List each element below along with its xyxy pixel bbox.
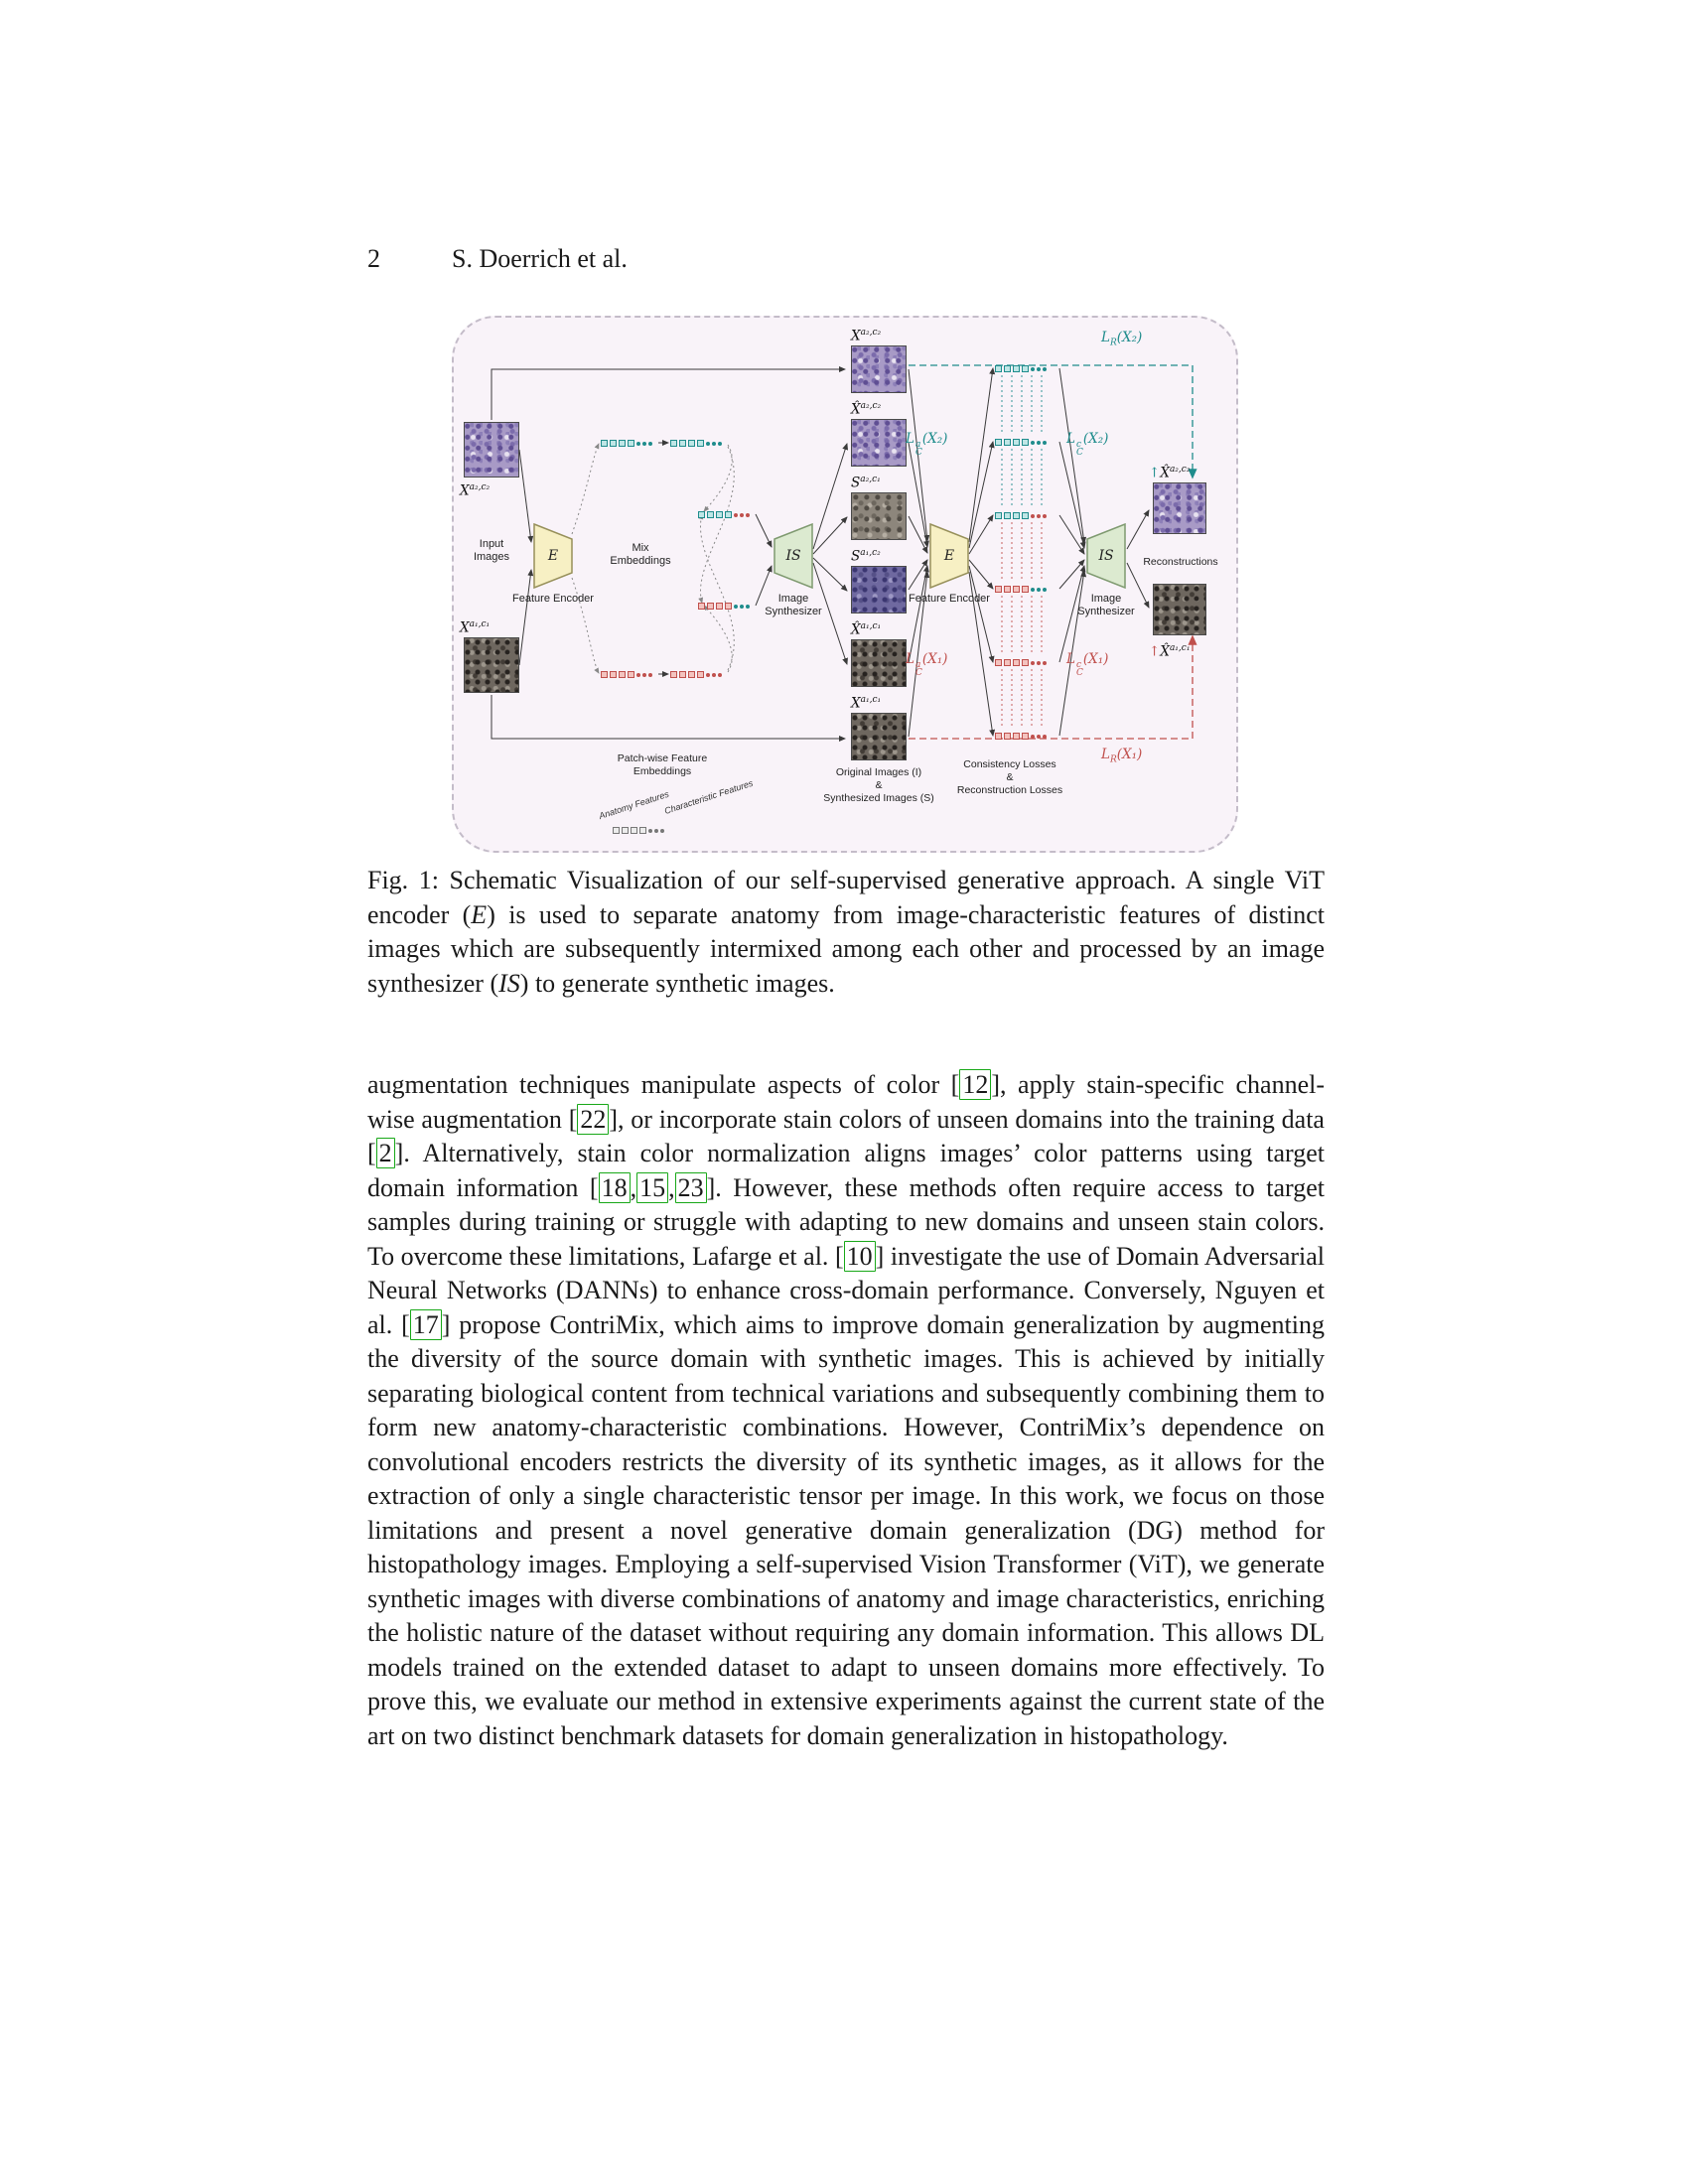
citation-ref: 10 (844, 1241, 876, 1272)
synthesizer-2-symbol: IS (1098, 548, 1114, 564)
body-paragraph: augmentation techniques manipulate aspects of color [ 12 ], apply stain-specific channel-wise augmentation [ 22 ], or incorporate stain colors of unseen domains into the training data [ 2 ]. Alternatively, stain color normalization aligns images’ color patterns using target domain information [ 18 , 15 , 23 ]. However, these methods often require access to target samples during training or struggle with adapting to new domains and unseen stain colors. To overcome these limitations, Lafarge et al. [ 10 ] investigate the use of Domain Adversarial Neural Networks (DANNs) to enhance cross-domain performance. Conversely, Nguyen et al. [ 17 ] propose ContriMix, which aims to improve domain generalization by augmenting the diversity of the source domain with synthetic images. This is achieved by initially separating biological content from technical variations and subsequently combining them to form new anatomy-characteristic combinations. However, ContriMix’s dependence on convolutional encoders restricts the diversity of its synthetic images, as it allows for the extraction of only a single characteristic tensor per image. In this work, we focus on those limitations and present a novel generative domain generalization (DG) method for histopathology images. Employing a self-supervised Vision Transformer (ViT), we generate synthetic images with diverse combinations of anatomy and image characteristics, enriching the holistic nature of the dataset without requiring any domain information. This allows DL models trained on the extended dataset to adapt to unseen domains more effectively. To prove this, we evaluate our method in extensive experiments against the current state of the art on two distinct benchmark datasets for domain generalization in histopathology. (367, 1070, 1326, 1750)
losses-caption: Consistency Losses & Reconstruction Losses (956, 758, 1063, 796)
embedding-legend-row (613, 826, 664, 835)
loss-label-lc-c-x2: L c C (X₂) (1066, 431, 1109, 458)
citation-ref: 18 (599, 1172, 631, 1203)
embedding-row-x2-original (995, 364, 1047, 373)
embedding-row-x1-original (995, 732, 1047, 741)
caption-prefix: Fig. 1: (367, 866, 439, 894)
image-synthesizer-2-caption: Image Synthesizer (1077, 593, 1135, 617)
synth-column-image-0 (851, 345, 907, 393)
caption-text: Schematic Visualization of our self-supervised generative approach. A single ViT encoder (E) is used to separate anatomy from image-characteristic features of distinct images which are subsequently intermixed among each other and processed by an image synthesizer (IS) to generate synthetic images. (367, 866, 1326, 998)
embedding-row-x2-reconstructed (995, 438, 1047, 447)
synth-column-image-5 (851, 713, 907, 760)
synth-column-label-1: X̂$^{a_2,c_2}$ (851, 401, 882, 418)
embedding-row-mix-a2c1 (698, 510, 750, 519)
synth-column-label-0: $X^{a_2,c_2}$ (851, 328, 882, 344)
citation-ref: 23 (675, 1172, 707, 1203)
embedding-row-x1-reconstructed (995, 658, 1047, 667)
feature-encoder-1 (533, 523, 573, 589)
input-images-label: Input Images (473, 538, 510, 563)
reconstructions-label: Reconstructions (1143, 556, 1218, 568)
characteristic-features-label: Characteristic Features (662, 777, 755, 816)
reconstruction-image-bottom (1153, 584, 1206, 635)
citation-ref: 15 (636, 1172, 668, 1203)
loss-label-lc-a-x2: L a C (X₂) (906, 431, 948, 458)
input-image-bottom (464, 637, 519, 693)
image-synthesizer-1-caption: Image Synthesizer (765, 593, 822, 617)
synth-column-image-3 (851, 566, 907, 614)
loss-label-lr-x2: $L_R(X_2)$ (1101, 330, 1143, 348)
synthesizer-1-symbol: IS (785, 548, 801, 564)
synth-column-label-4: X̂$^{a_1,c_1}$ (851, 621, 882, 638)
synth-column-label-2: $S^{a_2,c_1}$ (851, 475, 881, 491)
figure-1-diagram (452, 316, 1238, 853)
synth-column-label-3: $S^{a_1,c_2}$ (851, 548, 881, 565)
page-number: 2 (367, 244, 380, 273)
citation-ref: 12 (959, 1069, 991, 1100)
synth-column-label-5: $X^{a_1,c_1}$ (851, 695, 882, 712)
loss-label-lr-x1: $L_R(X_1)$ (1101, 747, 1143, 765)
input-top-label: $X^{a_2,c_2}$ (460, 482, 491, 499)
synth-column-image-2 (851, 492, 907, 540)
feature-encoder-2 (929, 523, 969, 589)
citation-ref: 17 (410, 1309, 442, 1340)
synth-column-image-4 (851, 639, 907, 687)
input-bottom-label: $X^{a_1,c_1}$ (460, 619, 491, 636)
loss-label-lc-a-x1: L a C (X₁) (906, 651, 948, 678)
embedding-row-mix-a1c2 (698, 602, 750, 611)
loss-label-lc-c-x1: L c C (X₁) (1066, 651, 1109, 678)
feature-encoder-1-caption: Feature Encoder (512, 593, 594, 605)
mix-embeddings-label: Mix Embeddings (610, 542, 671, 567)
embedding-row-anatomy-x1-copy (670, 670, 722, 679)
running-authors: S. Doerrich et al. (452, 244, 628, 273)
patchwise-embeddings-label: Patch-wise Feature Embeddings (617, 752, 708, 777)
citation-ref: 22 (577, 1104, 609, 1135)
original-synthesized-caption: Original Images (I) & Synthesized Images (S) (823, 766, 934, 804)
citation-ref: 2 (376, 1138, 395, 1168)
feature-encoder-2-caption: Feature Encoder (909, 593, 990, 605)
embedding-row-s-a2c1 (995, 511, 1047, 520)
image-synthesizer-2 (1086, 523, 1126, 589)
image-synthesizer-1 (774, 523, 813, 589)
encoder-2-symbol: E (943, 548, 955, 564)
reconstruction-bottom-label: ↑X̂$^{a_1,c_1}$ (1149, 643, 1191, 660)
embedding-row-anatomy-x2-copy (670, 439, 722, 448)
embedding-row-s-a1c2 (995, 585, 1047, 594)
embedding-row-anatomy-x2 (601, 439, 652, 448)
input-image-top (464, 422, 519, 478)
encoder-1-symbol: E (547, 548, 559, 564)
reconstruction-image-top (1153, 482, 1206, 534)
figure-caption (367, 864, 1325, 1001)
embedding-row-anatomy-x1 (601, 670, 652, 679)
anatomy-features-label: Anatomy Features (597, 788, 670, 821)
synth-column-image-1 (851, 419, 907, 467)
reconstruction-top-label: ↑X̂$^{a_2,c_2}$ (1149, 465, 1191, 481)
